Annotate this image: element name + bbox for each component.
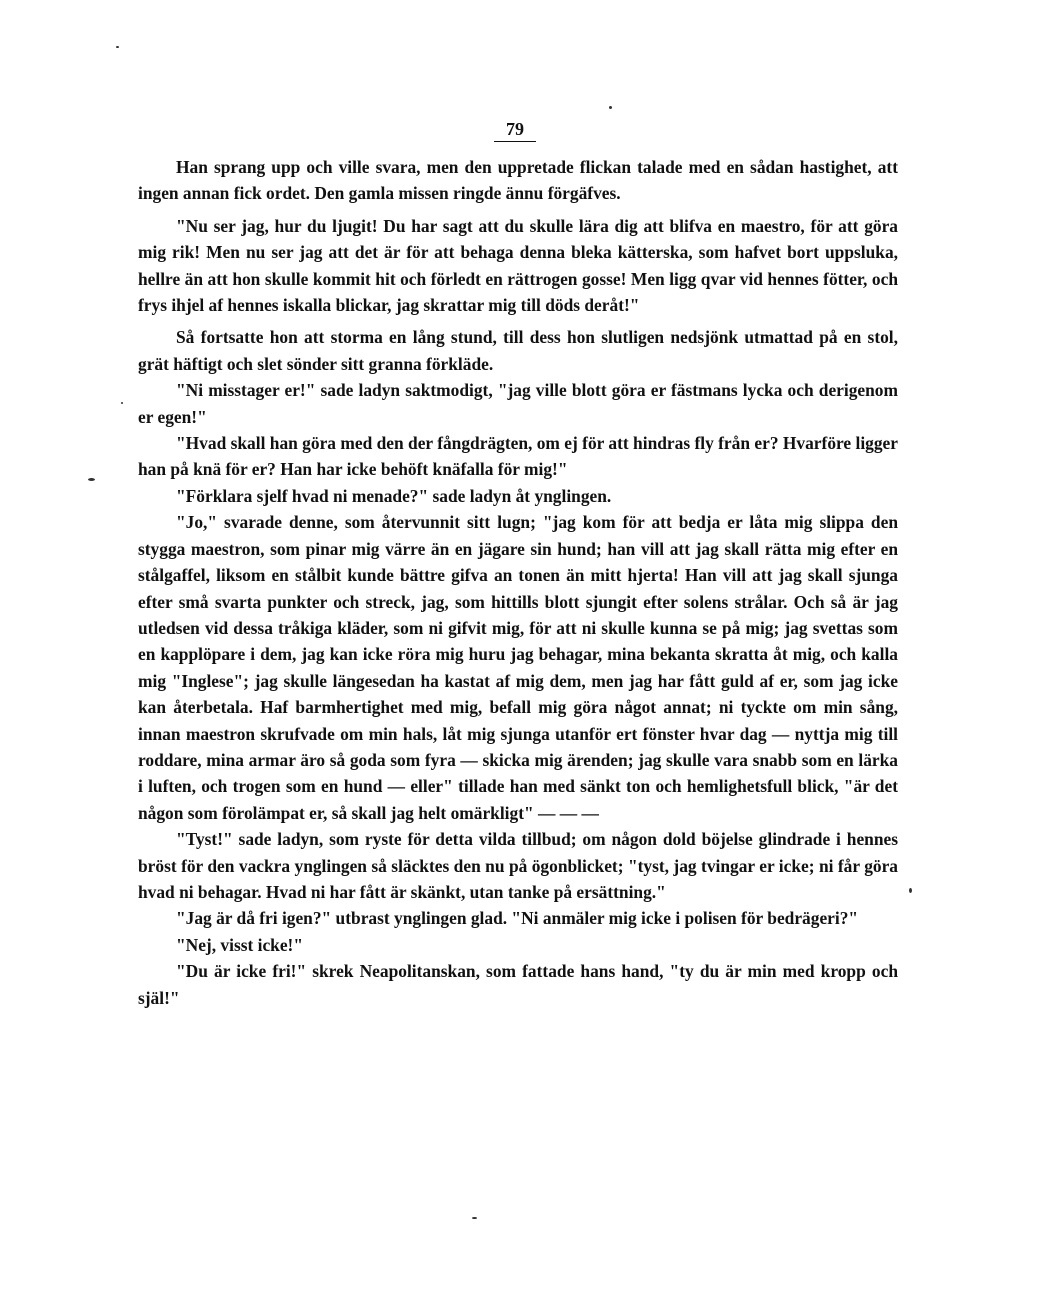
- paragraph: "Jo," svarade denne, som återvunnit sitt lugn; "jag kom för att bedja er låta mig slippa den stygga maestron, som pinar mig värre än en jägare sin hund; han vill att jag skall rätta mig efter en stålgaffel, liksom en stålbit kunde bättre gifva an tonen än mitt hjerta! Han vill att jag skall sjunga efter små svarta punkter och streck, jag, som hittills blott sjungit efter solens strålar. Och så är jag utledsen vid dessa tråkiga kläder, som ni gifvit mig, för att ni skulle kunna se på mig; jag svettas som en kapplöpare i dem, jag kan icke röra mig huru jag behagar, mina bekanta skratta åt mig, och kalla mig "Inglese"; jag skulle längesedan ha kastat af mig dem, men jag har fått guld af er, som jag icke kan återbetala. Haf barmhertighet med mig, befall mig göra något annat; ni tyckte om min sång, innan maestron skrufvade om min hals, låt mig sjunga utanför ert fönster hvar dag — nyttja mig till roddare, mina armar äro så goda som fyra — skicka mig ärenden; jag skulle vara snabb som en lärka i luften, och trogen som en hund — eller" tillade han med sänkt ton och hemlighetsfull blick, "är det någon som förolämpat er, så skall jag helt omärkligt" — — —: [138, 512, 898, 823]
- paragraph: "Tyst!" sade ladyn, som ryste för detta vilda tillbud; om någon dold böjelse glindrade i hennes bröst för den vackra ynglingen så släcktes den nu på ögonblicket; "tyst, jag tvingar er icke; ni får göra hvad ni behagar. Hvad ni har fått är skänkt, utan tanke på ersättning.": [138, 829, 898, 902]
- paragraph: "Jag är då fri igen?" utbrast ynglingen glad. "Ni anmäler mig icke i polisen för bedrägeri?": [176, 908, 859, 929]
- body-text: [138, 154, 898, 1011]
- scan-speck: [909, 888, 912, 893]
- paragraph: "Nej, visst icke!": [176, 934, 304, 955]
- paragraph: "Förklara sjelf hvad ni menade?" sade ladyn åt ynglingen.: [176, 485, 612, 506]
- paragraph: Han sprang upp och ville svara, men den uppretade flickan talade med en sådan hastighet, att ingen annan fick ordet. Den gamla missen ringde ännu förgäfves.: [138, 157, 898, 204]
- scan-speck: [88, 478, 95, 481]
- page-number: 79: [494, 118, 536, 142]
- paragraph: Så fortsatte hon att storma en lång stund, till dess hon slutligen nedsjönk utmattad på en stol, grät häftigt och slet sönder sitt granna förkläde.: [138, 327, 898, 374]
- scan-speck: [609, 106, 612, 109]
- paragraph: "Du är icke fri!" skrek Neapolitanskan, som fattade hans hand, "ty du är min med kropp och själ!": [138, 961, 898, 1008]
- paragraph: "Ni misstager er!" sade ladyn saktmodigt, "jag ville blott göra er fästmans lycka och derigenom er egen!": [138, 380, 898, 427]
- scan-speck: [472, 1217, 477, 1219]
- scan-speck: [121, 402, 123, 404]
- scan-speck: [116, 46, 119, 48]
- paragraph: "Hvad skall han göra med den der fångdrägten, om ej för att hindras fly från er? Hvarföre ligger han på knä för er? Han har icke behöft knäfalla för mig!": [138, 433, 898, 480]
- paragraph: "Nu ser jag, hur du ljugit! Du har sagt att du skulle lära dig att blifva en maestro, för att göra mig rik! Men nu ser jag att det är för att behaga denna bleka kätterska, som hafvet bort uppsluka, hellre än att hon skulle kommit hit och förledt en rättrogen gosse! Men ligg qvar vid hennes fötter, och frys ihjel af hennes iskalla blickar, jag skrattar mig till döds deråt!": [138, 215, 898, 316]
